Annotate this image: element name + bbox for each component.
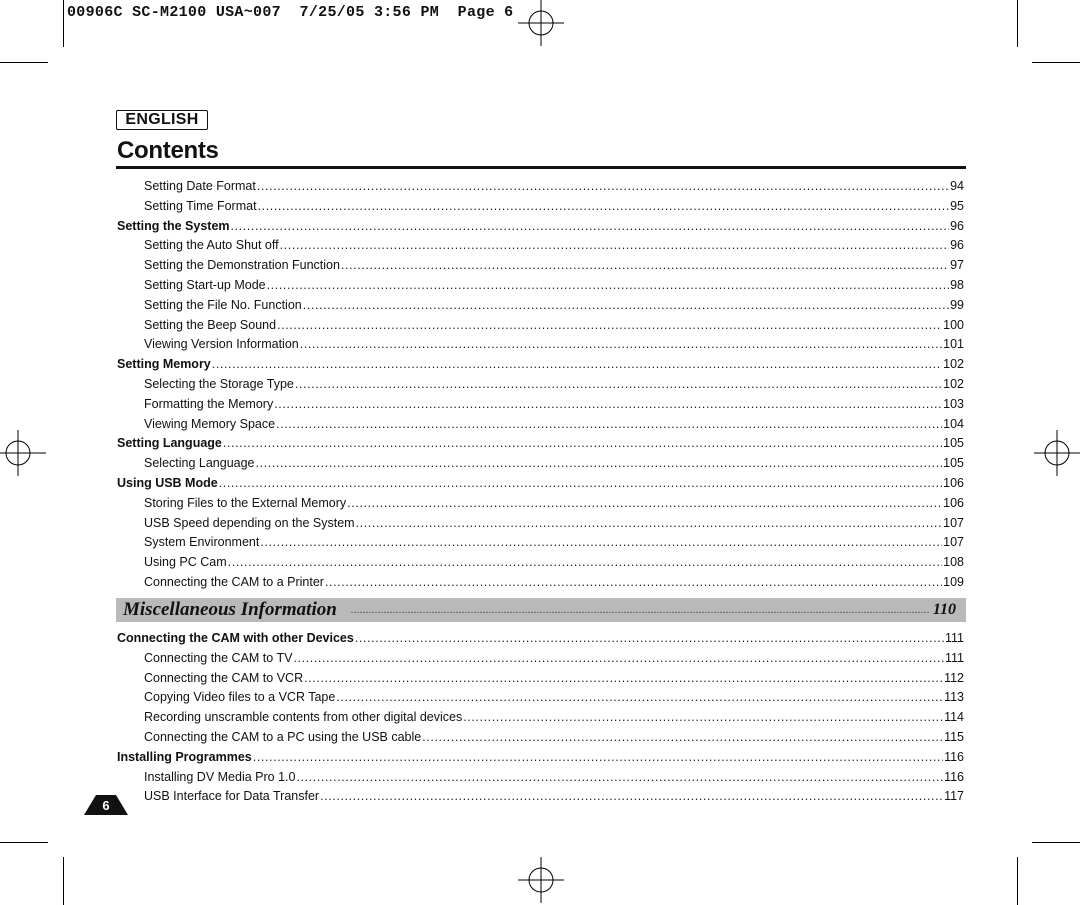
- toc-entry-page: 106: [943, 475, 964, 490]
- toc-entry-title: Connecting the CAM to TV: [144, 650, 293, 665]
- section-page: 110: [932, 601, 956, 618]
- toc-entry-title: Setting the Beep Sound: [144, 317, 277, 332]
- toc-entry-page: 113: [944, 690, 964, 705]
- dot-leader: [219, 474, 942, 494]
- toc-entry-title: Selecting Language: [144, 456, 255, 471]
- toc-heading: [117, 474, 964, 494]
- toc-heading: [117, 748, 964, 768]
- registration-mark-icon: [0, 430, 46, 476]
- toc-entry: [117, 649, 964, 669]
- dot-leader: [274, 395, 942, 415]
- toc-entry-page: 96: [950, 218, 964, 233]
- toc-entry-title: USB Speed depending on the System: [144, 515, 355, 530]
- toc-entry: [117, 669, 964, 689]
- toc-entry-page: 98: [950, 277, 964, 292]
- dot-leader: [260, 533, 942, 553]
- toc-entry-title: Viewing Version Information: [144, 337, 299, 352]
- toc-entry: [117, 787, 964, 807]
- page-number: 6: [102, 798, 110, 813]
- dot-leader: [256, 454, 943, 474]
- toc-entry: [117, 573, 964, 593]
- toc-entry: [117, 316, 964, 336]
- registration-mark-icon: [518, 857, 564, 903]
- toc-entry: [117, 533, 964, 553]
- dot-leader: [296, 768, 943, 788]
- page-title: Contents: [117, 137, 219, 164]
- toc-entry: [117, 177, 964, 197]
- toc-entry: [117, 553, 964, 573]
- toc-entry-page: 115: [944, 729, 964, 744]
- crop-mark: [0, 842, 48, 843]
- toc-entry: [117, 256, 964, 276]
- toc-entry-title: USB Interface for Data Transfer: [144, 789, 320, 804]
- toc-entry: [117, 514, 964, 534]
- toc-entry-page: 105: [943, 436, 964, 451]
- toc-entry-page: 116: [944, 769, 964, 784]
- dot-leader: [300, 335, 942, 355]
- dot-leader: [223, 434, 942, 454]
- toc-entry-title: Installing Programmes: [117, 749, 252, 764]
- dot-leader: [280, 236, 949, 256]
- toc-entry-page: 111: [944, 650, 964, 665]
- toc-entry-page: 112: [944, 670, 964, 685]
- dot-leader: [463, 708, 943, 728]
- crop-mark: [63, 857, 64, 905]
- dot-leader: [212, 355, 942, 375]
- toc-entry-page: 107: [943, 535, 964, 550]
- dot-leader: [351, 605, 929, 616]
- toc-entry-title: Formatting the Memory: [144, 396, 274, 411]
- toc-entry-title: Setting the System: [117, 218, 230, 233]
- section-title: Miscellaneous Information: [123, 599, 337, 620]
- title-divider: [116, 166, 966, 169]
- dot-leader: [257, 177, 949, 197]
- dot-leader: [293, 649, 944, 669]
- registration-mark-icon: [518, 0, 564, 46]
- dot-leader: [258, 197, 950, 217]
- toc-entry: [117, 768, 964, 788]
- crop-mark: [63, 0, 64, 47]
- toc-entry-title: Connecting the CAM to VCR: [144, 670, 304, 685]
- crop-mark: [0, 62, 48, 63]
- toc-entry-title: Setting Memory: [117, 357, 211, 372]
- toc-entry: [117, 415, 964, 435]
- toc-entry: [117, 276, 964, 296]
- toc-entry-page: 102: [943, 357, 964, 372]
- toc-entry: [117, 296, 964, 316]
- toc-entry-title: Copying Video files to a VCR Tape: [144, 690, 336, 705]
- toc-entry-page: 111: [944, 631, 964, 645]
- dot-leader: [355, 629, 944, 649]
- toc-entry-page: 116: [944, 749, 964, 764]
- dot-leader: [276, 415, 942, 435]
- dot-leader: [341, 256, 949, 276]
- toc-entry-page: 104: [943, 416, 964, 431]
- toc-entry-page: 97: [950, 258, 964, 273]
- toc-entry-page: 114: [944, 710, 964, 725]
- toc-entry-page: 108: [943, 555, 964, 570]
- crop-mark: [1032, 842, 1080, 843]
- toc-entry-title: Storing Files to the External Memory: [144, 495, 347, 510]
- toc-list-top: [117, 177, 964, 593]
- toc-entry-title: Setting Language: [117, 436, 222, 451]
- page-number-tab: [84, 795, 128, 815]
- dot-leader: [231, 217, 950, 237]
- toc-heading: [117, 434, 964, 454]
- toc-entry: [117, 688, 964, 708]
- toc-entry-page: 117: [944, 789, 964, 804]
- toc-entry-title: Selecting the Storage Type: [144, 376, 294, 391]
- dot-leader: [347, 494, 942, 514]
- toc-entry-title: Connecting the CAM to a PC using the USB cable: [144, 729, 422, 744]
- toc-entry: [117, 197, 964, 217]
- toc-entry-page: 109: [943, 574, 964, 589]
- toc-entry-title: Setting Time Format: [144, 198, 257, 213]
- language-badge: ENGLISH: [116, 110, 208, 130]
- dot-leader: [356, 514, 943, 534]
- dot-leader: [325, 573, 942, 593]
- crop-mark: [1032, 62, 1080, 63]
- toc-entry-title: Setting the File No. Function: [144, 297, 302, 312]
- toc-entry-title: Setting the Auto Shut off: [144, 238, 279, 253]
- toc-heading: [117, 629, 964, 649]
- toc-entry-page: 96: [950, 238, 964, 253]
- toc-entry: [117, 335, 964, 355]
- toc-entry-page: 107: [943, 515, 964, 530]
- toc-list-bottom: [117, 629, 964, 807]
- toc-entry: [117, 708, 964, 728]
- section-band: [116, 598, 966, 622]
- toc-heading: [117, 355, 964, 375]
- toc-entry-page: 94: [950, 179, 964, 193]
- toc-entry: [117, 375, 964, 395]
- toc-entry-title: Using USB Mode: [117, 475, 218, 490]
- toc-entry: [117, 494, 964, 514]
- toc-entry-title: Connecting the CAM to a Printer: [144, 574, 324, 589]
- toc-entry-title: Connecting the CAM with other Devices: [117, 631, 354, 645]
- toc-entry: [117, 728, 964, 748]
- toc-entry: [117, 236, 964, 256]
- dot-leader: [228, 553, 942, 573]
- toc-entry: [117, 395, 964, 415]
- dot-leader: [320, 787, 943, 807]
- dot-leader: [295, 375, 942, 395]
- crop-mark: [1017, 0, 1018, 47]
- toc-entry-title: System Environment: [144, 535, 260, 550]
- dot-leader: [303, 296, 949, 316]
- toc-entry-page: 106: [943, 495, 964, 510]
- toc-heading: [117, 217, 964, 237]
- toc-entry-page: 101: [943, 337, 964, 352]
- dot-leader: [253, 748, 943, 768]
- dot-leader: [267, 276, 949, 296]
- printer-slug: 00906C SC-M2100 USA~007 7/25/05 3:56 PM Page 6: [67, 4, 514, 21]
- toc-entry-title: Using PC Cam: [144, 555, 227, 570]
- dot-leader: [336, 688, 943, 708]
- toc-entry-page: 95: [950, 198, 964, 213]
- toc-entry-page: 103: [943, 396, 964, 411]
- toc-entry-page: 105: [943, 456, 964, 471]
- crop-mark: [1017, 857, 1018, 905]
- toc-entry-page: 102: [943, 376, 964, 391]
- toc-entry-title: Viewing Memory Space: [144, 416, 276, 431]
- toc-entry-page: 100: [943, 317, 964, 332]
- toc-entry-title: Setting the Demonstration Function: [144, 258, 340, 273]
- toc-entry-page: 99: [950, 297, 964, 312]
- registration-mark-icon: [1034, 430, 1080, 476]
- toc-entry-title: Recording unscramble contents from other digital devices: [144, 710, 463, 725]
- dot-leader: [304, 669, 943, 689]
- toc-entry-title: Setting Start-up Mode: [144, 277, 266, 292]
- dot-leader: [277, 316, 942, 336]
- toc-entry: [117, 454, 964, 474]
- dot-leader: [422, 728, 943, 748]
- toc-entry-title: Setting Date Format: [144, 179, 256, 193]
- toc-entry-title: Installing DV Media Pro 1.0: [144, 769, 296, 784]
